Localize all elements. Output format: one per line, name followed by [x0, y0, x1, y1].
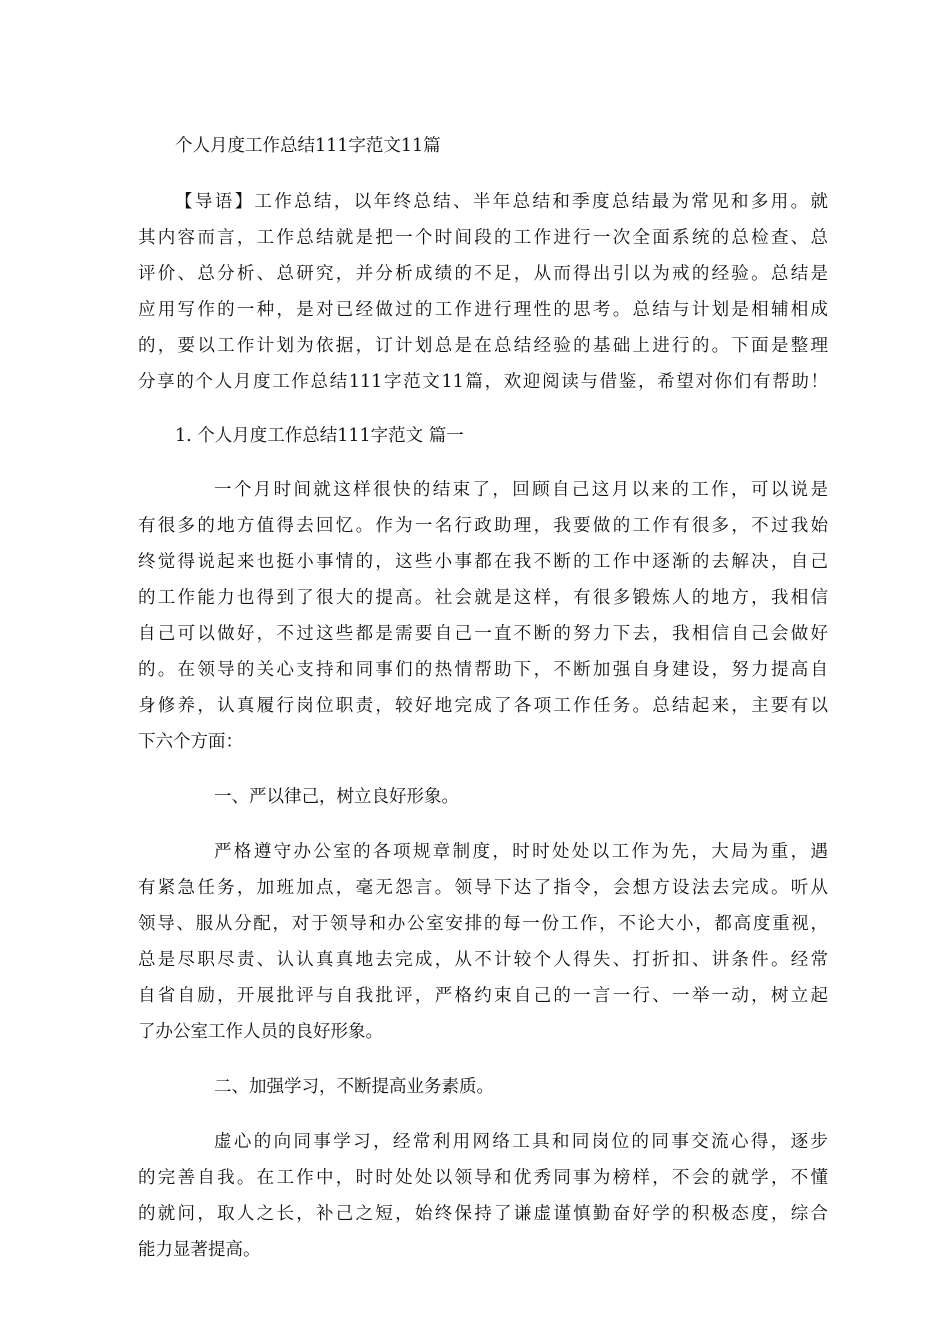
paragraph-line: 的完善自我。在工作中，时时处处以领导和优秀同事为榜样，不会的就学，不懂: [138, 1168, 828, 1188]
paragraph-line: 身修养，认真履行岗位职责，较好地完成了各项工作任务。总结起来，主要有以: [138, 696, 828, 716]
document-title: 个人月度工作总结111字范文11篇: [175, 136, 441, 156]
section-heading: 1. 个人月度工作总结111字范文 篇一: [175, 426, 464, 446]
paragraph-line: 严格遵守办公室的各项规章制度，时时处处以工作为先，大局为重，遇: [214, 842, 828, 862]
intro-line: 应用写作的一种，是对已经做过的工作进行理性的思考。总结与计划是相辅相成: [138, 300, 828, 320]
paragraph-line: 自省自励，开展批评与自我批评，严格约束自己的一言一行、一举一动，树立起: [138, 986, 828, 1006]
intro-line: 分享的个人月度工作总结111字范文11篇，欢迎阅读与借鉴，希望对你们有帮助！: [138, 372, 828, 392]
paragraph-line: 的。在领导的关心支持和同事们的热情帮助下，不断加强自身建设，努力提高自: [138, 660, 828, 680]
intro-line: 的，要以工作计划为依据，订计划总是在总结经验的基础上进行的。下面是整理: [138, 336, 828, 356]
paragraph-line: 有紧急任务，加班加点，毫无怨言。领导下达了指令，会想方设法去完成。听从: [138, 878, 828, 898]
intro-line: 【导语】工作总结，以年终总结、半年总结和季度总结最为常见和多用。就: [175, 192, 828, 212]
paragraph-line: 能力显著提高。: [138, 1240, 261, 1260]
paragraph-line: 总是尽职尽责、认认真真地去完成，从不计较个人得失、打折扣、讲条件。经常: [138, 950, 828, 970]
paragraph-line: 有很多的地方值得去回忆。作为一名行政助理，我要做的工作有很多，不过我始: [138, 516, 828, 536]
paragraph-line: 领导、服从分配，对于领导和办公室安排的每一份工作，不论大小，都高度重视，: [138, 914, 828, 934]
intro-line: 评价、总分析、总研究，并分析成绩的不足，从而得出引以为戒的经验。总结是: [138, 264, 828, 284]
paragraph-line: 的工作能力也得到了很大的提高。社会就是这样，有很多锻炼人的地方，我相信: [138, 588, 828, 608]
paragraph-line: 下六个方面：: [138, 732, 243, 752]
paragraph-line: 一个月时间就这样很快的结束了，回顾自己这月以来的工作，可以说是: [214, 480, 828, 500]
subsection-heading: 二、加强学习，不断提高业务素质。: [214, 1077, 494, 1097]
paragraph-line: 终觉得说起来也挺小事情的，这些小事都在我不断的工作中逐渐的去解决，自己: [138, 552, 828, 572]
paragraph-line: 的就问，取人之长，补己之短，始终保持了谦虚谨慎勤奋好学的积极态度，综合: [138, 1204, 828, 1224]
paragraph-line: 自己可以做好，不过这些都是需要自己一直不断的努力下去，我相信自己会做好: [138, 624, 828, 644]
paragraph-line: 了办公室工作人员的良好形象。: [138, 1022, 383, 1042]
subsection-heading: 一、严以律己，树立良好形象。: [214, 787, 459, 807]
intro-line: 其内容而言，工作总结就是把一个时间段的工作进行一次全面系统的总检查、总: [138, 228, 828, 248]
paragraph-line: 虚心的向同事学习，经常利用网络工具和同岗位的同事交流心得，逐步: [214, 1132, 828, 1152]
